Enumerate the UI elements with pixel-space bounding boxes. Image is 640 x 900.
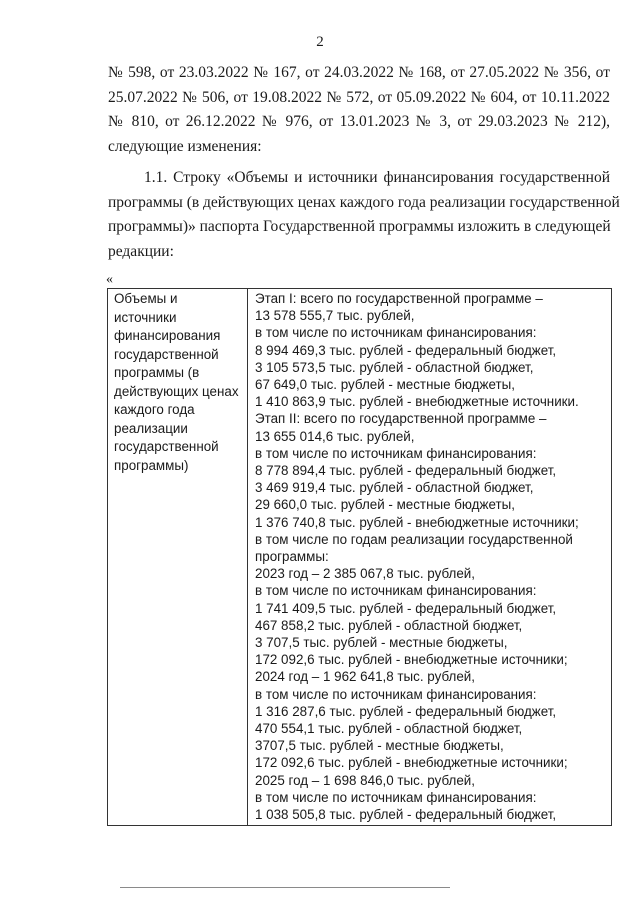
table-right-line: 172 092,6 тыс. рублей - внебюджетные источники;	[255, 652, 568, 668]
intro-line: № 598, от 23.03.2022 № 167, от 24.03.2022 № 168, от 27.05.2022 № 356, от	[108, 64, 610, 81]
item-line: редакции:	[108, 243, 174, 261]
table-right-line: 1 038 505,8 тыс. рублей - федеральный бюджет,	[255, 807, 557, 823]
intro-line: № 810, от 26.12.2022 № 976, от 13.01.2023 № 3, от 29.03.2023 № 212),	[108, 113, 610, 131]
table-right-line: в том числе по источникам финансирования:	[255, 789, 537, 805]
item-line: программы)» паспорта Государственной программы изложить в следующей	[108, 218, 611, 236]
table-left-cell	[114, 290, 246, 475]
page-number: 2	[316, 34, 324, 50]
table-left-line: государственной	[114, 346, 219, 362]
table-left-line: источники	[114, 309, 177, 325]
table-right-line: в том числе по годам реализации государственной	[255, 531, 573, 547]
table-right-line: в том числе по источникам финансирования:	[255, 686, 537, 702]
table-right-line: 1 410 863,9 тыс. рублей - внебюджетные источники.	[255, 394, 579, 410]
table-right-line: 67 649,0 тыс. рублей - местные бюджеты,	[255, 377, 515, 393]
table-right-line: 3 469 919,4 тыс. рублей - областной бюджет,	[255, 480, 534, 496]
table-right-line: 470 554,1 тыс. рублей - областной бюджет,	[255, 721, 523, 737]
intro-line: 25.07.2022 № 506, от 19.08.2022 № 572, от 05.09.2022 № 604, от 10.11.2022	[108, 88, 610, 106]
table-left-line: финансирования	[114, 328, 221, 343]
table-right-line: 2025 год – 1 698 846,0 тыс. рублей,	[255, 772, 475, 788]
financing-table	[107, 288, 612, 826]
table-left-line: каждого года	[114, 402, 195, 417]
scan-edge-line	[120, 887, 450, 888]
table-right-line: 29 660,0 тыс. рублей - местные бюджеты,	[255, 497, 515, 513]
table-column-divider	[247, 289, 248, 825]
table-left-line: действующих ценах	[114, 383, 239, 399]
table-right-cell	[255, 290, 611, 823]
table-right-line: программы:	[255, 549, 329, 565]
table-left-line: программы)	[114, 457, 189, 473]
table-right-line: Этап I: всего по государственной программе –	[255, 291, 543, 306]
table-right-line: 8 778 894,4 тыс. рублей - федеральный бюджет,	[255, 463, 557, 479]
table-right-line: 2024 год – 1 962 641,8 тыс. рублей,	[255, 669, 475, 685]
intro-paragraph	[108, 61, 610, 160]
table-left-line: реализации	[114, 420, 188, 436]
table-right-line: 172 092,6 тыс. рублей - внебюджетные источники;	[255, 755, 568, 771]
table-right-line: Этап II: всего по государственной программе –	[255, 411, 547, 427]
table-left-line: государственной	[114, 439, 219, 454]
intro-line: следующие изменения:	[108, 138, 262, 156]
table-right-line: 13 655 014,6 тыс. рублей,	[255, 428, 415, 444]
table-right-line: в том числе по источникам финансирования:	[255, 325, 537, 341]
table-right-line: в том числе по источникам финансирования:	[255, 445, 537, 461]
table-right-line: 1 741 409,5 тыс. рублей - федеральный бюджет,	[255, 600, 557, 616]
table-right-line: в том числе по источникам финансирования:	[255, 583, 537, 599]
table-left-line: Объемы и	[114, 291, 178, 306]
table-right-line: 1 316 287,6 тыс. рублей - федеральный бюджет,	[255, 703, 557, 719]
table-right-line: 3707,5 тыс. рублей - местные бюджеты,	[255, 738, 504, 754]
item-line: программы (в действующих ценах каждого года реализации государственной	[108, 193, 620, 211]
table-right-line: 2023 год – 2 385 067,8 тыс. рублей,	[255, 566, 475, 582]
item-line: 1.1. Строку «Объемы и источники финансирования государственной	[144, 169, 610, 186]
item-paragraph	[108, 166, 620, 265]
table-right-line: 8 994 469,3 тыс. рублей - федеральный бюджет,	[255, 342, 557, 358]
opening-quote-mark: «	[106, 272, 113, 287]
table-right-line: 467 858,2 тыс. рублей - областной бюджет,	[255, 617, 523, 633]
table-left-line: программы (в	[114, 365, 200, 380]
table-right-line: 1 376 740,8 тыс. рублей - внебюджетные источники;	[255, 514, 579, 530]
table-right-line: 3 707,5 тыс. рублей - местные бюджеты,	[255, 635, 508, 651]
table-right-line: 13 578 555,7 тыс. рублей,	[255, 308, 415, 324]
table-right-line: 3 105 573,5 тыс. рублей - областной бюджет,	[255, 359, 534, 375]
